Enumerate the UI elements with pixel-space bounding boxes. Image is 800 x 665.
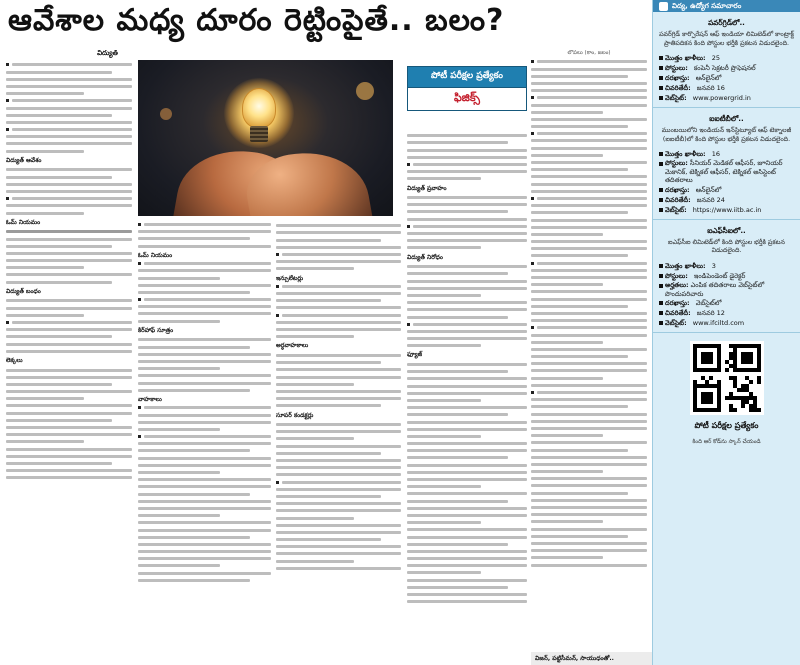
fact-item: అర్హతలు: ఎంపిక తదితరాలు వెబ్‌సైట్‌లో పొందుపరిచారు — [659, 281, 794, 298]
headline: ఆవేశాల మధ్య దూరం రెట్టింపైతే.. బలం? — [8, 3, 505, 38]
notice-iitb — [653, 108, 800, 220]
notice-title: పవర్‌గ్రిడ్‌లో.. — [708, 18, 745, 27]
list-item — [138, 262, 271, 265]
list-item — [6, 321, 132, 324]
list-item — [276, 285, 401, 288]
article-column-5 — [531, 50, 647, 665]
list-item — [276, 481, 401, 484]
article-column-3 — [276, 220, 401, 665]
qr-section — [653, 333, 800, 446]
sidebar-header — [653, 0, 800, 12]
notice-facts — [659, 149, 794, 215]
article-subhead: ఫ్యూజ్ — [407, 351, 422, 359]
subject-label: ఫిజిక్స్ — [407, 88, 527, 111]
article-column-1 — [6, 50, 132, 665]
qr-caption: పోటీ పరీక్షల ప్రత్యేకం — [694, 421, 759, 431]
article-subhead: సూపర్ కండక్టర్లు — [276, 411, 314, 419]
list-item — [138, 435, 271, 438]
list-item — [138, 298, 271, 301]
list-item — [6, 128, 132, 131]
list-item — [6, 63, 132, 66]
fact-item: పోస్టులు: సీనియర్ మెడికల్ ఆఫీసర్, జూనియర్ మెకానిక్, టెక్నికల్ ఆఫీసర్, టెక్నికల్ అసిస్టెంట్ తదితరాలు — [659, 159, 794, 185]
website-link[interactable]: www.powergrid.in — [692, 94, 751, 103]
notice-facts — [659, 53, 794, 103]
article-subhead: ఓమ్ నియమం — [6, 218, 41, 226]
article-subhead: అర్ధవాహకాలు — [276, 342, 309, 350]
lightbulb-icon — [242, 88, 276, 128]
column-top-note: లోపలు (కాం, జలం) — [567, 50, 611, 56]
practice-test-title: పోటీ పరీక్షల ప్రత్యేకం — [407, 66, 527, 88]
article-subhead: కిర్‌హాఫ్ సూత్రం — [138, 326, 174, 334]
lightbulb-in-hands-photo — [138, 60, 393, 216]
footer-teaser: విజన్, పట్టిసీమన్, సాయుధంతో.. — [531, 652, 652, 665]
fact-item: వెబ్‌సైట్: www.powergrid.in — [659, 93, 794, 103]
list-item — [138, 406, 271, 409]
notice-title: ఐఐటీబీలో.. — [709, 114, 744, 124]
fact-item: మొత్తం ఖాళీలు: 25 — [659, 53, 794, 63]
list-item — [407, 225, 527, 228]
fact-item: వెబ్‌సైట్: www.ifciltd.com — [659, 318, 794, 328]
practice-test-box — [407, 66, 527, 118]
list-item — [531, 60, 647, 63]
fact-item: చివరితేదీ: జనవరి 16 — [659, 83, 794, 93]
list-item — [531, 326, 647, 329]
list-item — [531, 96, 647, 99]
physics-article — [0, 50, 648, 665]
qr-instruction: కింది ఆర్ కోడ్‌ను స్కాన్ చేయండి — [692, 439, 761, 446]
notice-ifci — [653, 220, 800, 333]
list-item — [407, 323, 527, 326]
article-subhead: లెక్కలు — [6, 356, 23, 364]
list-item — [276, 314, 401, 317]
article-column-2 — [138, 220, 271, 665]
notice-title: ఐఎఫ్‌సీఐలో.. — [707, 225, 746, 235]
website-link[interactable]: https://www.iitb.ac.in — [692, 205, 762, 214]
article-subhead: ఓమ్ నియమం — [138, 251, 173, 259]
sidebar-header-label: విద్య, ఉద్యోగ సమాచారం — [672, 2, 742, 10]
list-item — [531, 391, 647, 394]
section-logo-icon — [659, 2, 668, 11]
notice-intro: పవర్‌గ్రిడ్ కార్పొరేషన్ ఆఫ్ ఇండియా లిమిటెడ్‌లో కాంట్రాక్ట్ ప్రాతిపదికన కింది పోస్టుల భర్తీకి ప్రకటన విడుదలైంది. — [659, 31, 794, 47]
article-subhead: విద్యుత్ నిరోధం — [407, 253, 443, 261]
notice-intro: ఐఎఫ్‌సీఐ లిమిటెడ్‌లో కింది పోస్టుల భర్తీకి ప్రకటన విడుదలైంది. — [668, 238, 785, 255]
fact-item: చివరితేదీ: జనవరి 12 — [659, 308, 794, 318]
article-subhead: విద్యుత్ బంధం — [6, 287, 41, 295]
fact-item: మొత్తం ఖాళీలు: 16 — [659, 149, 794, 159]
fact-item: మొత్తం ఖాళీలు: 3 — [659, 261, 794, 271]
list-item — [531, 132, 647, 135]
fact-item: దరఖాస్తు: ఆన్‌లైన్‌లో — [659, 73, 794, 83]
list-item — [531, 197, 647, 200]
fact-item: పోస్టులు: ఇండిపెండెంట్ డైరెక్టర్ — [659, 271, 794, 281]
list-item — [6, 99, 132, 102]
article-subhead: ఇన్సులేటర్లు — [276, 274, 304, 282]
notice-facts — [659, 261, 794, 328]
qr-code-icon[interactable] — [690, 341, 764, 415]
fact-item: దరఖాస్తు: ఆన్‌లైన్‌లో — [659, 185, 794, 195]
article-subhead: వాహకాలు — [138, 395, 162, 403]
fact-item: చివరితేదీ: జనవరి 24 — [659, 195, 794, 205]
job-notifications-sidebar — [652, 0, 800, 665]
article-subhead: విద్యుత్ ఆవేశం — [6, 156, 42, 164]
list-item — [531, 262, 647, 265]
fact-item: దరఖాస్తు: వెబ్‌సైట్‌లో — [659, 298, 794, 308]
list-item — [276, 253, 401, 256]
list-item — [6, 197, 132, 200]
fact-item: పోస్టులు: కంపెనీ సెక్రటరీ ప్రొఫెషనల్ — [659, 63, 794, 73]
website-link[interactable]: www.ifciltd.com — [692, 319, 745, 328]
list-item — [138, 223, 271, 226]
notice-intro: ముంబయిలోని ఇండియన్ ఇన్‌స్టిట్యూట్ ఆఫ్ టెక్నాలజీ (ఐఐటీబీ)లో కింది పోస్టుల భర్తీకి ప్రకటన విడుదలైంది. — [661, 127, 792, 143]
article-column-4 — [407, 130, 527, 665]
fact-item: వెబ్‌సైట్: https://www.iitb.ac.in — [659, 205, 794, 215]
notice-powergrid — [653, 12, 800, 108]
list-item — [407, 163, 527, 166]
article-byline: విద్యుత్ — [97, 50, 118, 57]
article-subhead: విద్యుత్ ప్రవాహం — [407, 184, 447, 192]
